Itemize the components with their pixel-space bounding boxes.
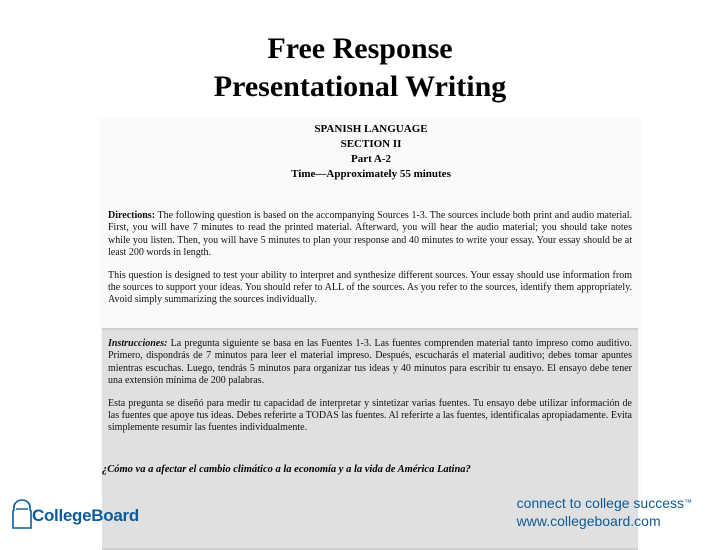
website-url: www.collegeboard.com <box>516 513 661 529</box>
tagline-text: connect to college success <box>516 495 684 511</box>
tagline <box>517 494 692 530</box>
directions-es-text-1: La pregunta siguiente se basa en las Fuentes 1-3. Las fuentes comprenden material tanto impreso como auditivo. Primero, dispondrás de 7 minutos para leer el material impreso. Después, escucharás el material auditivo; debes tomar apuntes mientras escuchas. Luego, tendrás 5 minutos para organizar tus ideas y 40 minutos para escribir tu ensayo. El ensayo debe tener una extensión mínima de 200 palabras. <box>108 338 633 387</box>
trademark-mark: ™ <box>684 498 692 507</box>
directions-es-label: Instrucciones: <box>108 338 168 349</box>
directions-es-text-2: Esta pregunta se diseñó para medir tu capacidad de interpretar y sintetizar varias fuentes. Tu ensayo debe utilizar información de las fuentes que apoye tus ideas. Debes referirte a TODAS las fuentes. Al referirte a las fuentes, identifícalas apropiadamente. Evita simplemente resumir las fuentes individualmente. <box>108 397 632 434</box>
essay-question: ¿Cómo va a afectar el cambio climático a la economía y a la vida de América Latina? <box>102 464 471 475</box>
collegeboard-logo <box>10 498 150 534</box>
exam-part: Part A-2 <box>350 153 391 165</box>
title-line-2: Presentational Writing <box>213 70 507 103</box>
directions-en-text-2: This question is designed to test your ability to interpret and synthesize different sources. Your essay should use information from the sources to support your ideas. You should refer to ALL of the sources. As you refer to the sources, identify them appropriately. Avoid simply summarizing the sources individually. <box>108 269 632 306</box>
exam-page-scan <box>100 118 642 494</box>
directions-en-text-1: The following question is based on the accompanying Sources 1-3. The sources include both print and audio material. First, you will have 7 minutes to read the printed material. Afterward, you will hear the audio material; you should take notes while you listen. Then, you will have 5 minutes to plan your response and 40 minutes to write your essay. Your essay should be at least 200 words in length. <box>108 210 632 259</box>
directions-english <box>102 206 638 317</box>
exam-subject: SPANISH LANGUAGE <box>314 123 428 135</box>
directions-en-para-1 <box>108 210 632 260</box>
exam-header <box>100 122 642 182</box>
logo-wordmark: CollegeBoard <box>32 506 139 525</box>
exam-time: Time—Approximately 55 minutes <box>291 168 451 180</box>
directions-en-label: Directions: <box>108 210 156 221</box>
exam-section: SECTION II <box>340 138 402 150</box>
acorn-icon <box>10 498 34 532</box>
tagline-line-1 <box>517 494 692 512</box>
title-line-1: Free Response <box>267 32 453 65</box>
directions-es-para-1 <box>108 338 632 388</box>
slide-title <box>0 30 720 106</box>
